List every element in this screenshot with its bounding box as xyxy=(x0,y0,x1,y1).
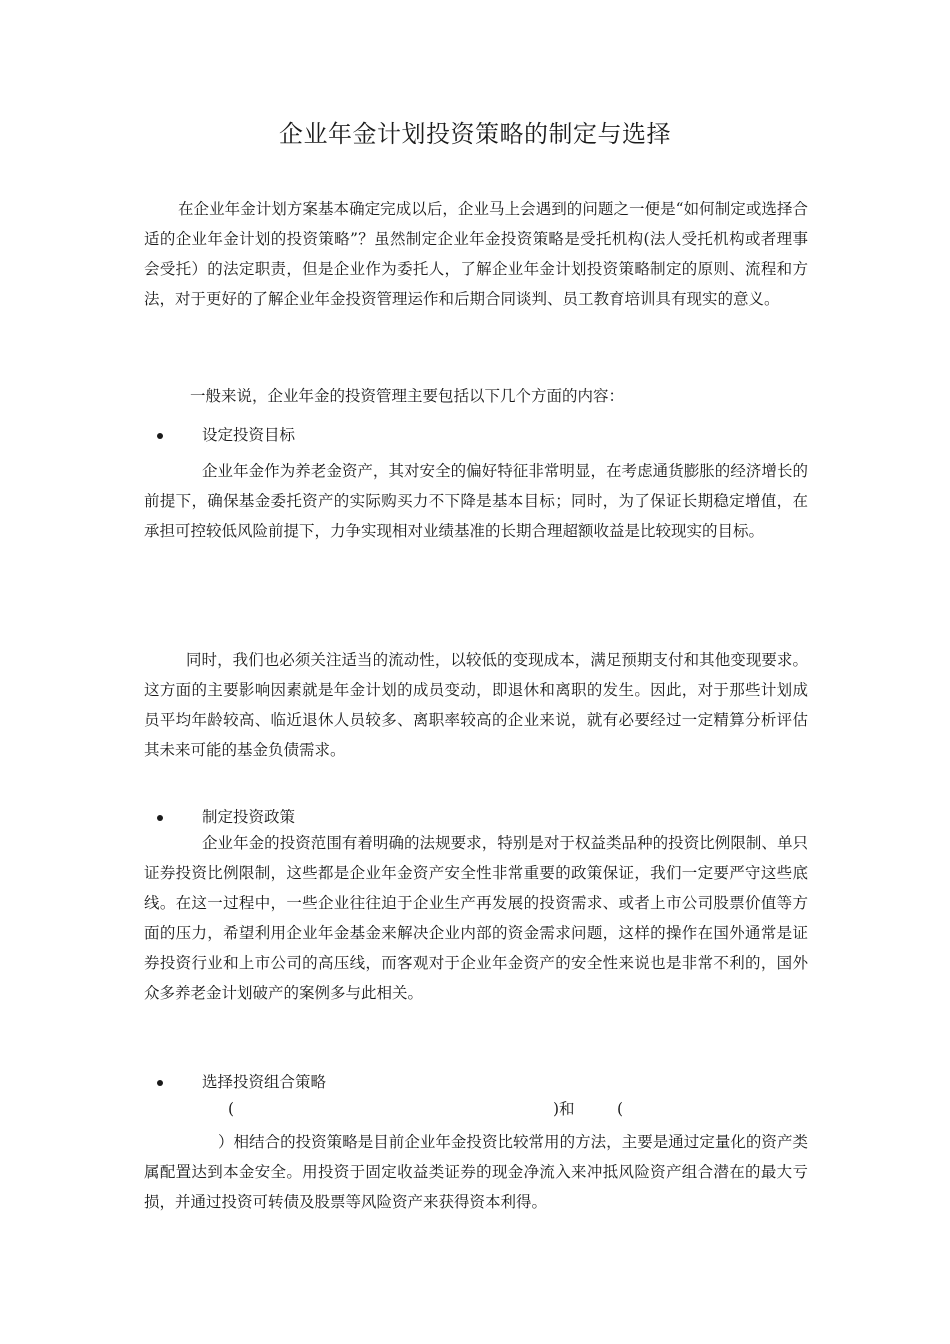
section-heading-portfolio-strategy: 选择投资组合策略 xyxy=(202,1073,327,1091)
section-heading-investment-policy: 制定投资政策 xyxy=(202,808,296,826)
paren-open-fragment: ( xyxy=(228,1100,235,1118)
section-paragraph: ）相结合的投资策略是目前企业年金投资比较常用的方法，主要是通过定量化的资产类属配置达到本金安全。用投资于固定收益类证券的现金净流入来冲抵风险资产组合潜在的最大亏损，并通过投资可转债及股票等风险资产来获得资本利得。 xyxy=(144,1133,808,1211)
bullet-dot xyxy=(157,1080,163,1086)
paren-open-fragment: ( xyxy=(617,1100,624,1118)
overview-line: 一般来说，企业年金的投资管理主要包括以下几个方面的内容： xyxy=(190,387,625,405)
bullet-dot xyxy=(157,815,163,821)
section-paragraph: 企业年金的投资范围有着明确的法规要求，特别是对于权益类品种的投资比例限制、单只证券投资比例限制，这些都是企业年金资产安全性非常重要的政策保证，我们一定要严守这些底线。在这一过程中，一些企业往往迫于企业生产再发展的投资需求、或者上市公司股票价值等方面的压力，希望利用企业年金基金来解决企业内部的资金需求问题，这样的操作在国外通常是证券投资行业和上市公司的高压线，而客观对于企业年金资产的安全性来说也是非常不利的，国外众多养老金计划破产的案例多与此相关。 xyxy=(144,834,808,1002)
section-paragraph: 同时，我们也必须关注适当的流动性，以较低的变现成本，满足预期支付和其他变现要求。这方面的主要影响因素就是年金计划的成员变动，即退休和离职的发生。因此，对于那些计划成员平均年龄较高、临近退休人员较多、离职率较高的企业来说，就有必要经过一定精算分析评估其未来可能的基金负债需求。 xyxy=(144,651,808,759)
paren-close-and-fragment: )和 xyxy=(553,1100,575,1118)
section-heading-investment-goal: 设定投资目标 xyxy=(202,426,296,444)
document-title: 企业年金计划投资策略的制定与选择 xyxy=(279,120,671,148)
bullet-dot xyxy=(157,433,163,439)
section-paragraph: 企业年金作为养老金资产，其对安全的偏好特征非常明显，在考虑通货膨胀的经济增长的前提下，确保基金委托资产的实际购买力不下降是基本目标；同时，为了保证长期稳定增值，在承担可控较低风险前提下，力争实现相对业绩基准的长期合理超额收益是比较现实的目标。 xyxy=(144,462,808,540)
intro-paragraph: 在企业年金计划方案基本确定完成以后，企业马上会遇到的问题之一便是“如何制定或选择合适的企业年金计划的投资策略”？虽然制定企业年金投资策略是受托机构(法人受托机构或者理事会受托）的法定职责，但是企业作为委托人，了解企业年金计划投资策略制定的原则、流程和方法，对于更好的了解企业年金投资管理运作和后期合同谈判、员工教育培训具有现实的意义。 xyxy=(144,200,808,308)
